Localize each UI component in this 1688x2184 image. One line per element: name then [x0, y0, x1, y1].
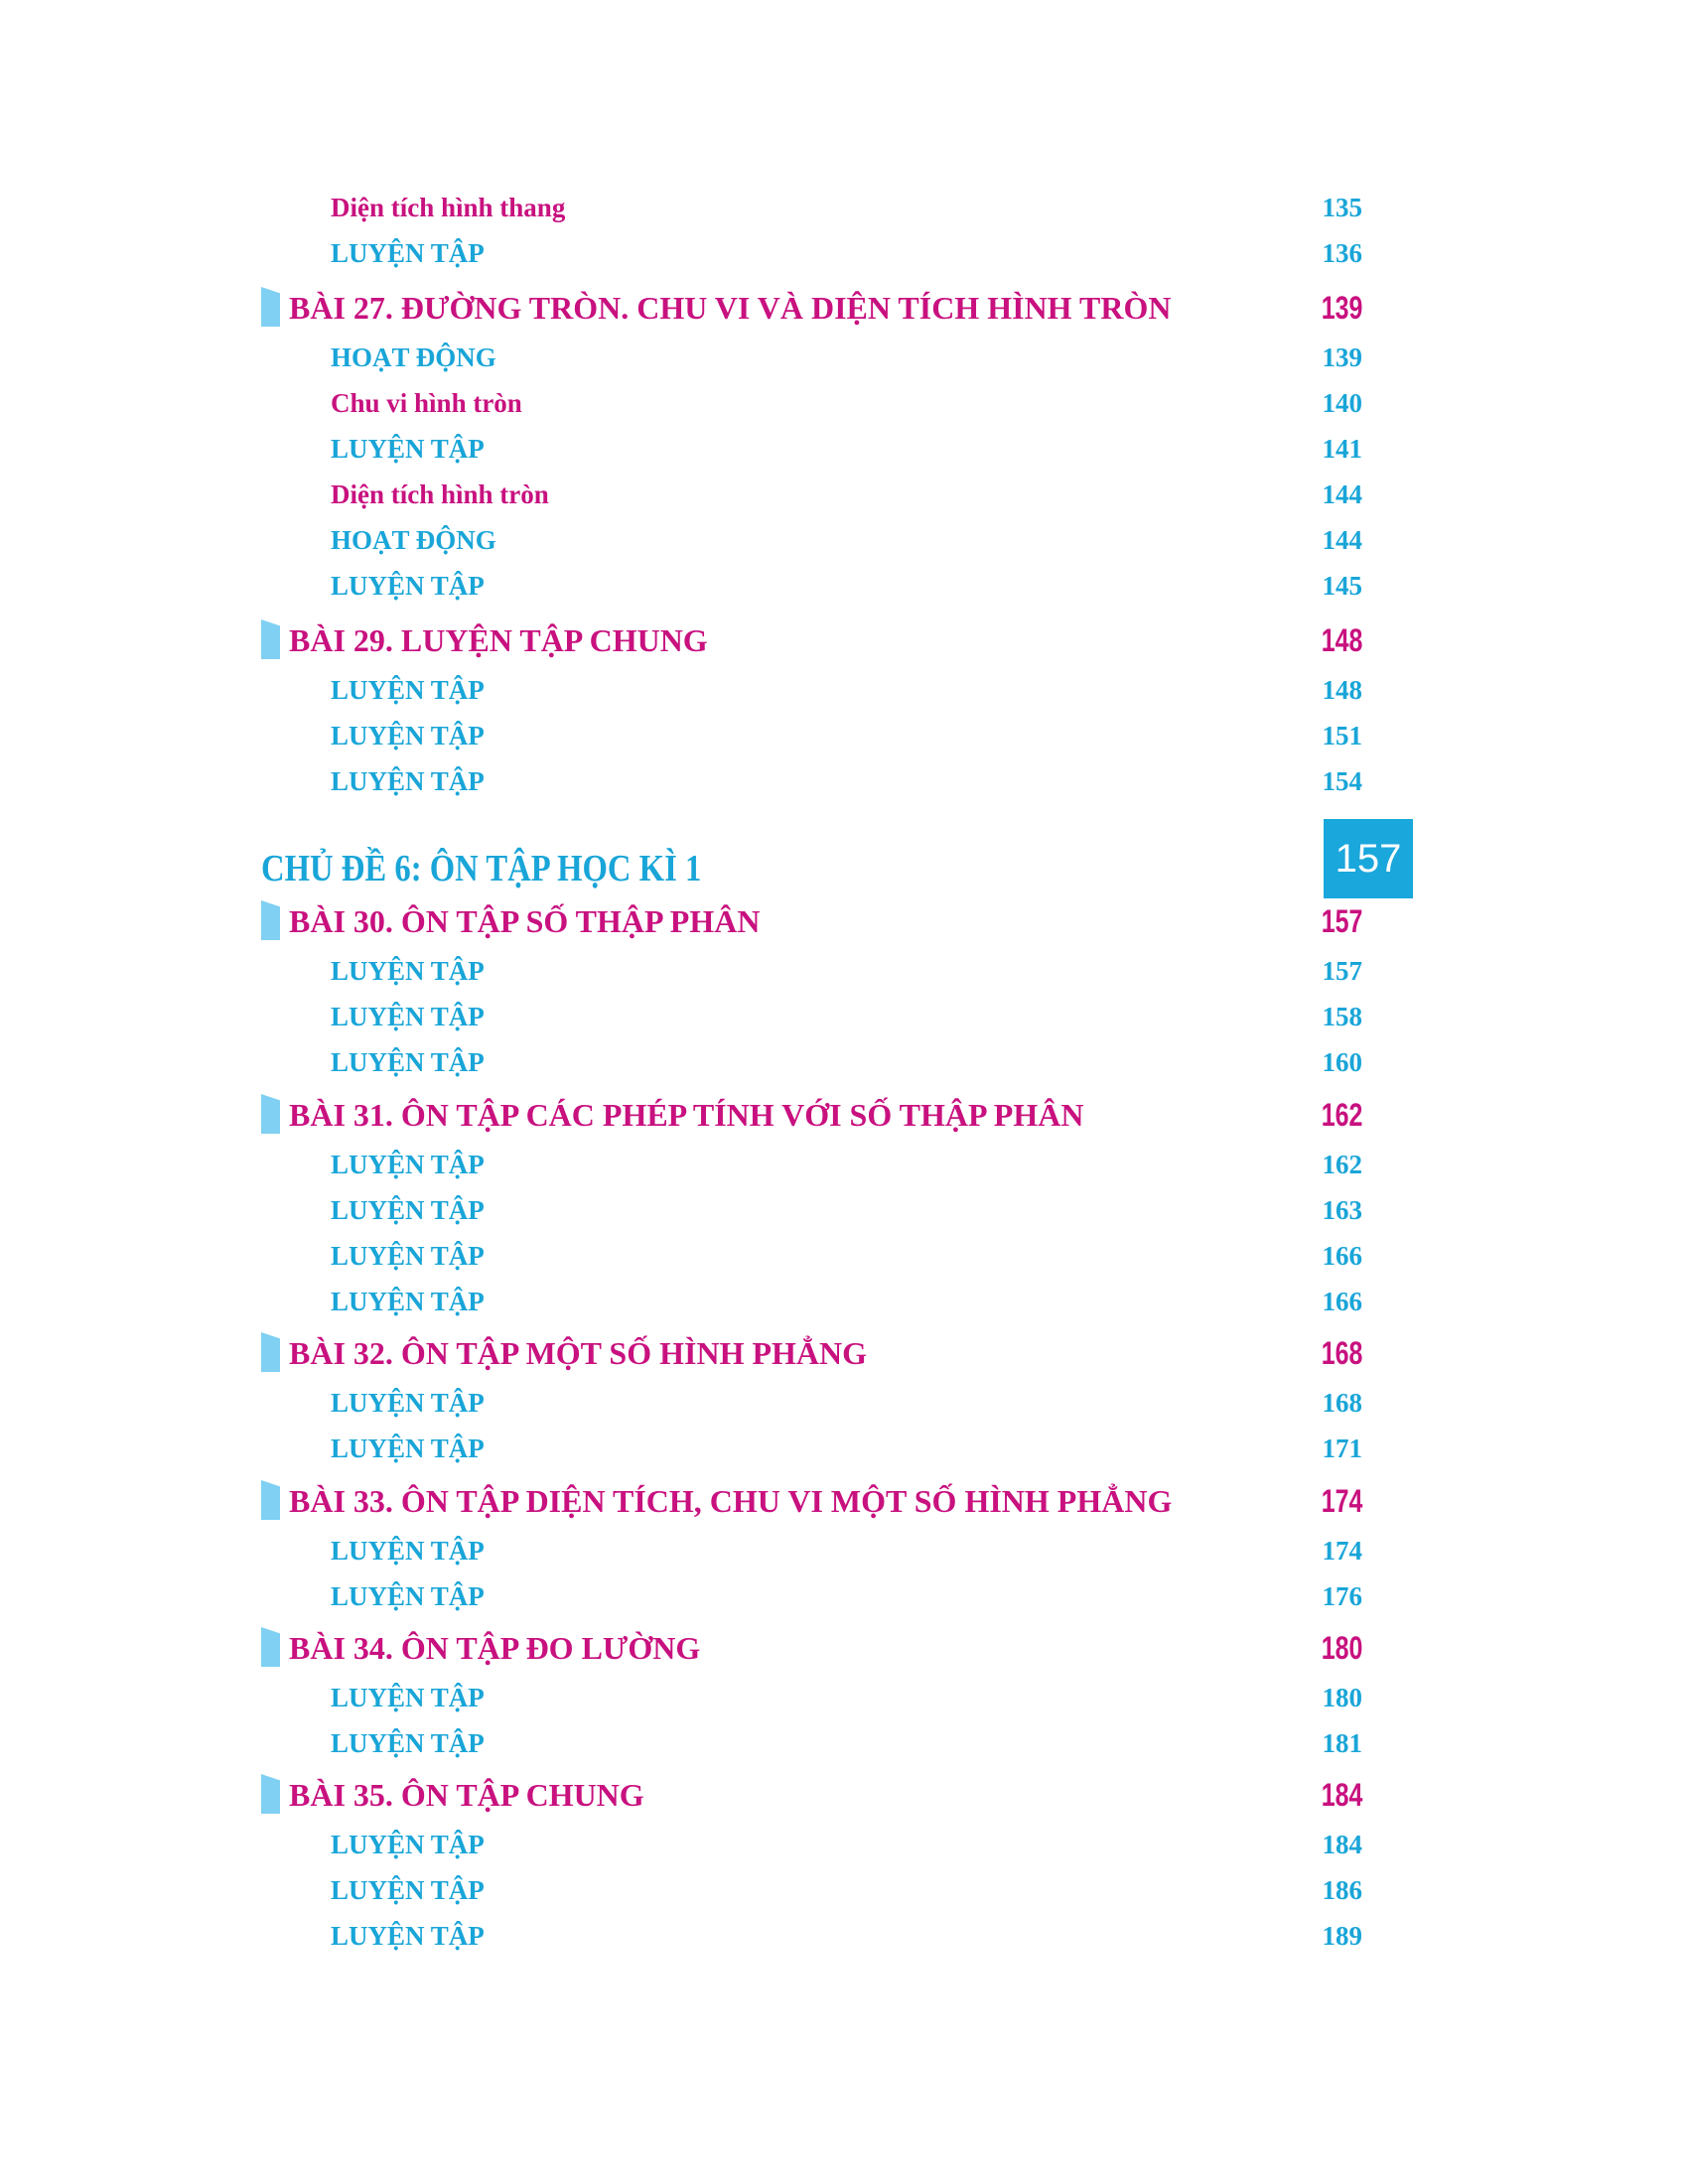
bookmark-icon [261, 619, 280, 659]
lesson-page: 174 [1321, 1483, 1362, 1519]
toc-entry-page: 166 [1322, 1287, 1362, 1316]
toc-entry-label: LUYỆN TẬP [331, 1287, 485, 1316]
toc-entry[interactable] [0, 1573, 1688, 1619]
toc-entry[interactable] [0, 1528, 1688, 1573]
toc-entry[interactable] [0, 948, 1688, 994]
toc-entry[interactable] [0, 1675, 1688, 1720]
toc-entry-page: 135 [1322, 193, 1362, 222]
lesson-title: BÀI 31. ÔN TẬP CÁC PHÉP TÍNH VỚI SỐ THẬP PHÂN [289, 1097, 1084, 1133]
toc-entry[interactable] [0, 758, 1688, 804]
lesson-page: 180 [1321, 1630, 1362, 1666]
toc-entry-page: 139 [1322, 342, 1362, 372]
toc-entry-page: 176 [1322, 1581, 1362, 1611]
toc-entry-label: LUYỆN TẬP [331, 1728, 485, 1758]
toc-entry-page: 181 [1322, 1728, 1362, 1758]
lesson-title: BÀI 32. ÔN TẬP MỘT SỐ HÌNH PHẲNG [289, 1335, 867, 1371]
toc-entry[interactable] [0, 472, 1688, 517]
toc-entry-label: LUYỆN TẬP [331, 1921, 485, 1951]
lesson-page: 148 [1321, 622, 1362, 658]
toc-lesson-30[interactable] [0, 898, 1688, 944]
lesson-page: 157 [1321, 903, 1362, 939]
toc-entry[interactable] [0, 426, 1688, 472]
toc-entry-page: 180 [1322, 1683, 1362, 1712]
toc-lesson-34[interactable] [0, 1625, 1688, 1671]
toc-entry-page: 171 [1322, 1433, 1362, 1463]
toc-lesson-35[interactable] [0, 1772, 1688, 1818]
toc-entry-page: 168 [1322, 1388, 1362, 1418]
lesson-title: BÀI 30. ÔN TẬP SỐ THẬP PHÂN [289, 903, 761, 939]
toc-entry-page: 140 [1322, 388, 1362, 418]
toc-entry[interactable] [0, 1822, 1688, 1867]
toc-entry-page: 157 [1322, 956, 1362, 986]
bookmark-icon [261, 1627, 280, 1667]
toc-entry-page: 151 [1322, 721, 1362, 751]
toc-entry-page: 144 [1322, 479, 1362, 509]
toc-entry-label: LUYỆN TẬP [331, 1581, 485, 1611]
toc-entry-label: LUYỆN TẬP [331, 1683, 485, 1712]
lesson-title: BÀI 27. ĐƯỜNG TRÒN. CHU VI VÀ DIỆN TÍCH HÌNH TRÒN [289, 290, 1172, 326]
toc-lesson-32[interactable] [0, 1330, 1688, 1376]
toc-entry-label: LUYỆN TẬP [331, 766, 485, 796]
toc-entry-page: 145 [1322, 571, 1362, 601]
toc-entry-page: 160 [1322, 1047, 1362, 1077]
toc-entry-label: LUYỆN TẬP [331, 238, 485, 268]
toc-entry-page: 144 [1322, 525, 1362, 555]
toc-entry[interactable] [0, 1426, 1688, 1471]
toc-entry[interactable] [0, 1233, 1688, 1279]
toc-entry-label: Chu vi hình tròn [331, 388, 522, 418]
toc-entry[interactable] [0, 1867, 1688, 1913]
toc-entry-label: LUYỆN TẬP [331, 1433, 485, 1463]
toc-entry[interactable] [0, 1913, 1688, 1959]
lesson-title: BÀI 34. ÔN TẬP ĐO LƯỜNG [289, 1630, 701, 1666]
toc-entry-page: 186 [1322, 1875, 1362, 1905]
lesson-title: BÀI 29. LUYỆN TẬP CHUNG [289, 622, 708, 658]
toc-entry[interactable] [0, 1187, 1688, 1233]
bookmark-icon [261, 900, 280, 940]
toc-entry-page: 136 [1322, 238, 1362, 268]
toc-entry-page: 148 [1322, 675, 1362, 705]
toc-entry-label: LUYỆN TẬP [331, 1536, 485, 1566]
toc-entry-label: LUYỆN TẬP [331, 1150, 485, 1179]
lesson-page: 184 [1321, 1777, 1362, 1813]
toc-entry-page: 184 [1322, 1830, 1362, 1859]
toc-entry-page: 154 [1322, 766, 1362, 796]
lesson-title: BÀI 33. ÔN TẬP DIỆN TÍCH, CHU VI MỘT SỐ HÌNH PHẲNG [289, 1483, 1173, 1519]
toc-entry-label: LUYỆN TẬP [331, 956, 485, 986]
toc-entry[interactable] [0, 1039, 1688, 1085]
toc-lesson-29[interactable] [0, 617, 1688, 663]
toc-entry[interactable] [0, 1380, 1688, 1426]
toc-lesson-31[interactable] [0, 1092, 1688, 1138]
toc-entry-page: 141 [1322, 434, 1362, 464]
toc-entry-label: HOẠT ĐỘNG [331, 525, 496, 555]
toc-entry-label: HOẠT ĐỘNG [331, 342, 496, 372]
toc-entry[interactable] [0, 563, 1688, 609]
lesson-page: 168 [1321, 1335, 1362, 1371]
toc-entry-label: LUYỆN TẬP [331, 675, 485, 705]
toc-entry[interactable] [0, 1720, 1688, 1766]
toc-entry-label: LUYỆN TẬP [331, 1830, 485, 1859]
toc-entry-label: LUYỆN TẬP [331, 1241, 485, 1271]
toc-entry-label: Diện tích hình thang [331, 193, 566, 222]
toc-entry-label: LUYỆN TẬP [331, 1388, 485, 1418]
toc-entry-label: LUYỆN TẬP [331, 1047, 485, 1077]
toc-entry-label: LUYỆN TẬP [331, 434, 485, 464]
bookmark-icon [261, 287, 280, 327]
toc-entry-label: LUYỆN TẬP [331, 571, 485, 601]
toc-entry[interactable] [0, 380, 1688, 426]
toc-entry[interactable] [0, 230, 1688, 276]
toc-entry[interactable] [0, 185, 1688, 230]
bookmark-icon [261, 1094, 280, 1134]
toc-entry-label: LUYỆN TẬP [331, 1195, 485, 1225]
bookmark-icon [261, 1480, 280, 1520]
lesson-page: 162 [1321, 1097, 1362, 1133]
toc-entry-page: 163 [1322, 1195, 1362, 1225]
toc-entry[interactable] [0, 1142, 1688, 1187]
lesson-title: BÀI 35. ÔN TẬP CHUNG [289, 1777, 644, 1813]
bookmark-icon [261, 1332, 280, 1372]
lesson-page: 139 [1321, 290, 1362, 326]
toc-entry[interactable] [0, 667, 1688, 713]
page-number-tab: 157 [1324, 819, 1413, 898]
toc-entry[interactable] [0, 517, 1688, 563]
toc-entry-label: LUYỆN TẬP [331, 1002, 485, 1031]
toc-lesson-27[interactable] [0, 285, 1688, 331]
toc-entry[interactable] [0, 335, 1688, 380]
toc-entry[interactable] [0, 994, 1688, 1039]
toc-entry[interactable] [0, 1279, 1688, 1324]
chapter-title: CHỦ ĐỀ 6: ÔN TẬP HỌC KÌ 1 [261, 848, 702, 889]
toc-entry-page: 166 [1322, 1241, 1362, 1271]
toc-entry-label: LUYỆN TẬP [331, 721, 485, 751]
toc-entry-label: Diện tích hình tròn [331, 479, 549, 509]
toc-entry[interactable] [0, 713, 1688, 758]
toc-entry-page: 174 [1322, 1536, 1362, 1566]
toc-entry-page: 162 [1322, 1150, 1362, 1179]
toc-lesson-33[interactable] [0, 1478, 1688, 1524]
bookmark-icon [261, 1774, 280, 1814]
toc-entry-page: 189 [1322, 1921, 1362, 1951]
toc-entry-label: LUYỆN TẬP [331, 1875, 485, 1905]
toc-entry-page: 158 [1322, 1002, 1362, 1031]
